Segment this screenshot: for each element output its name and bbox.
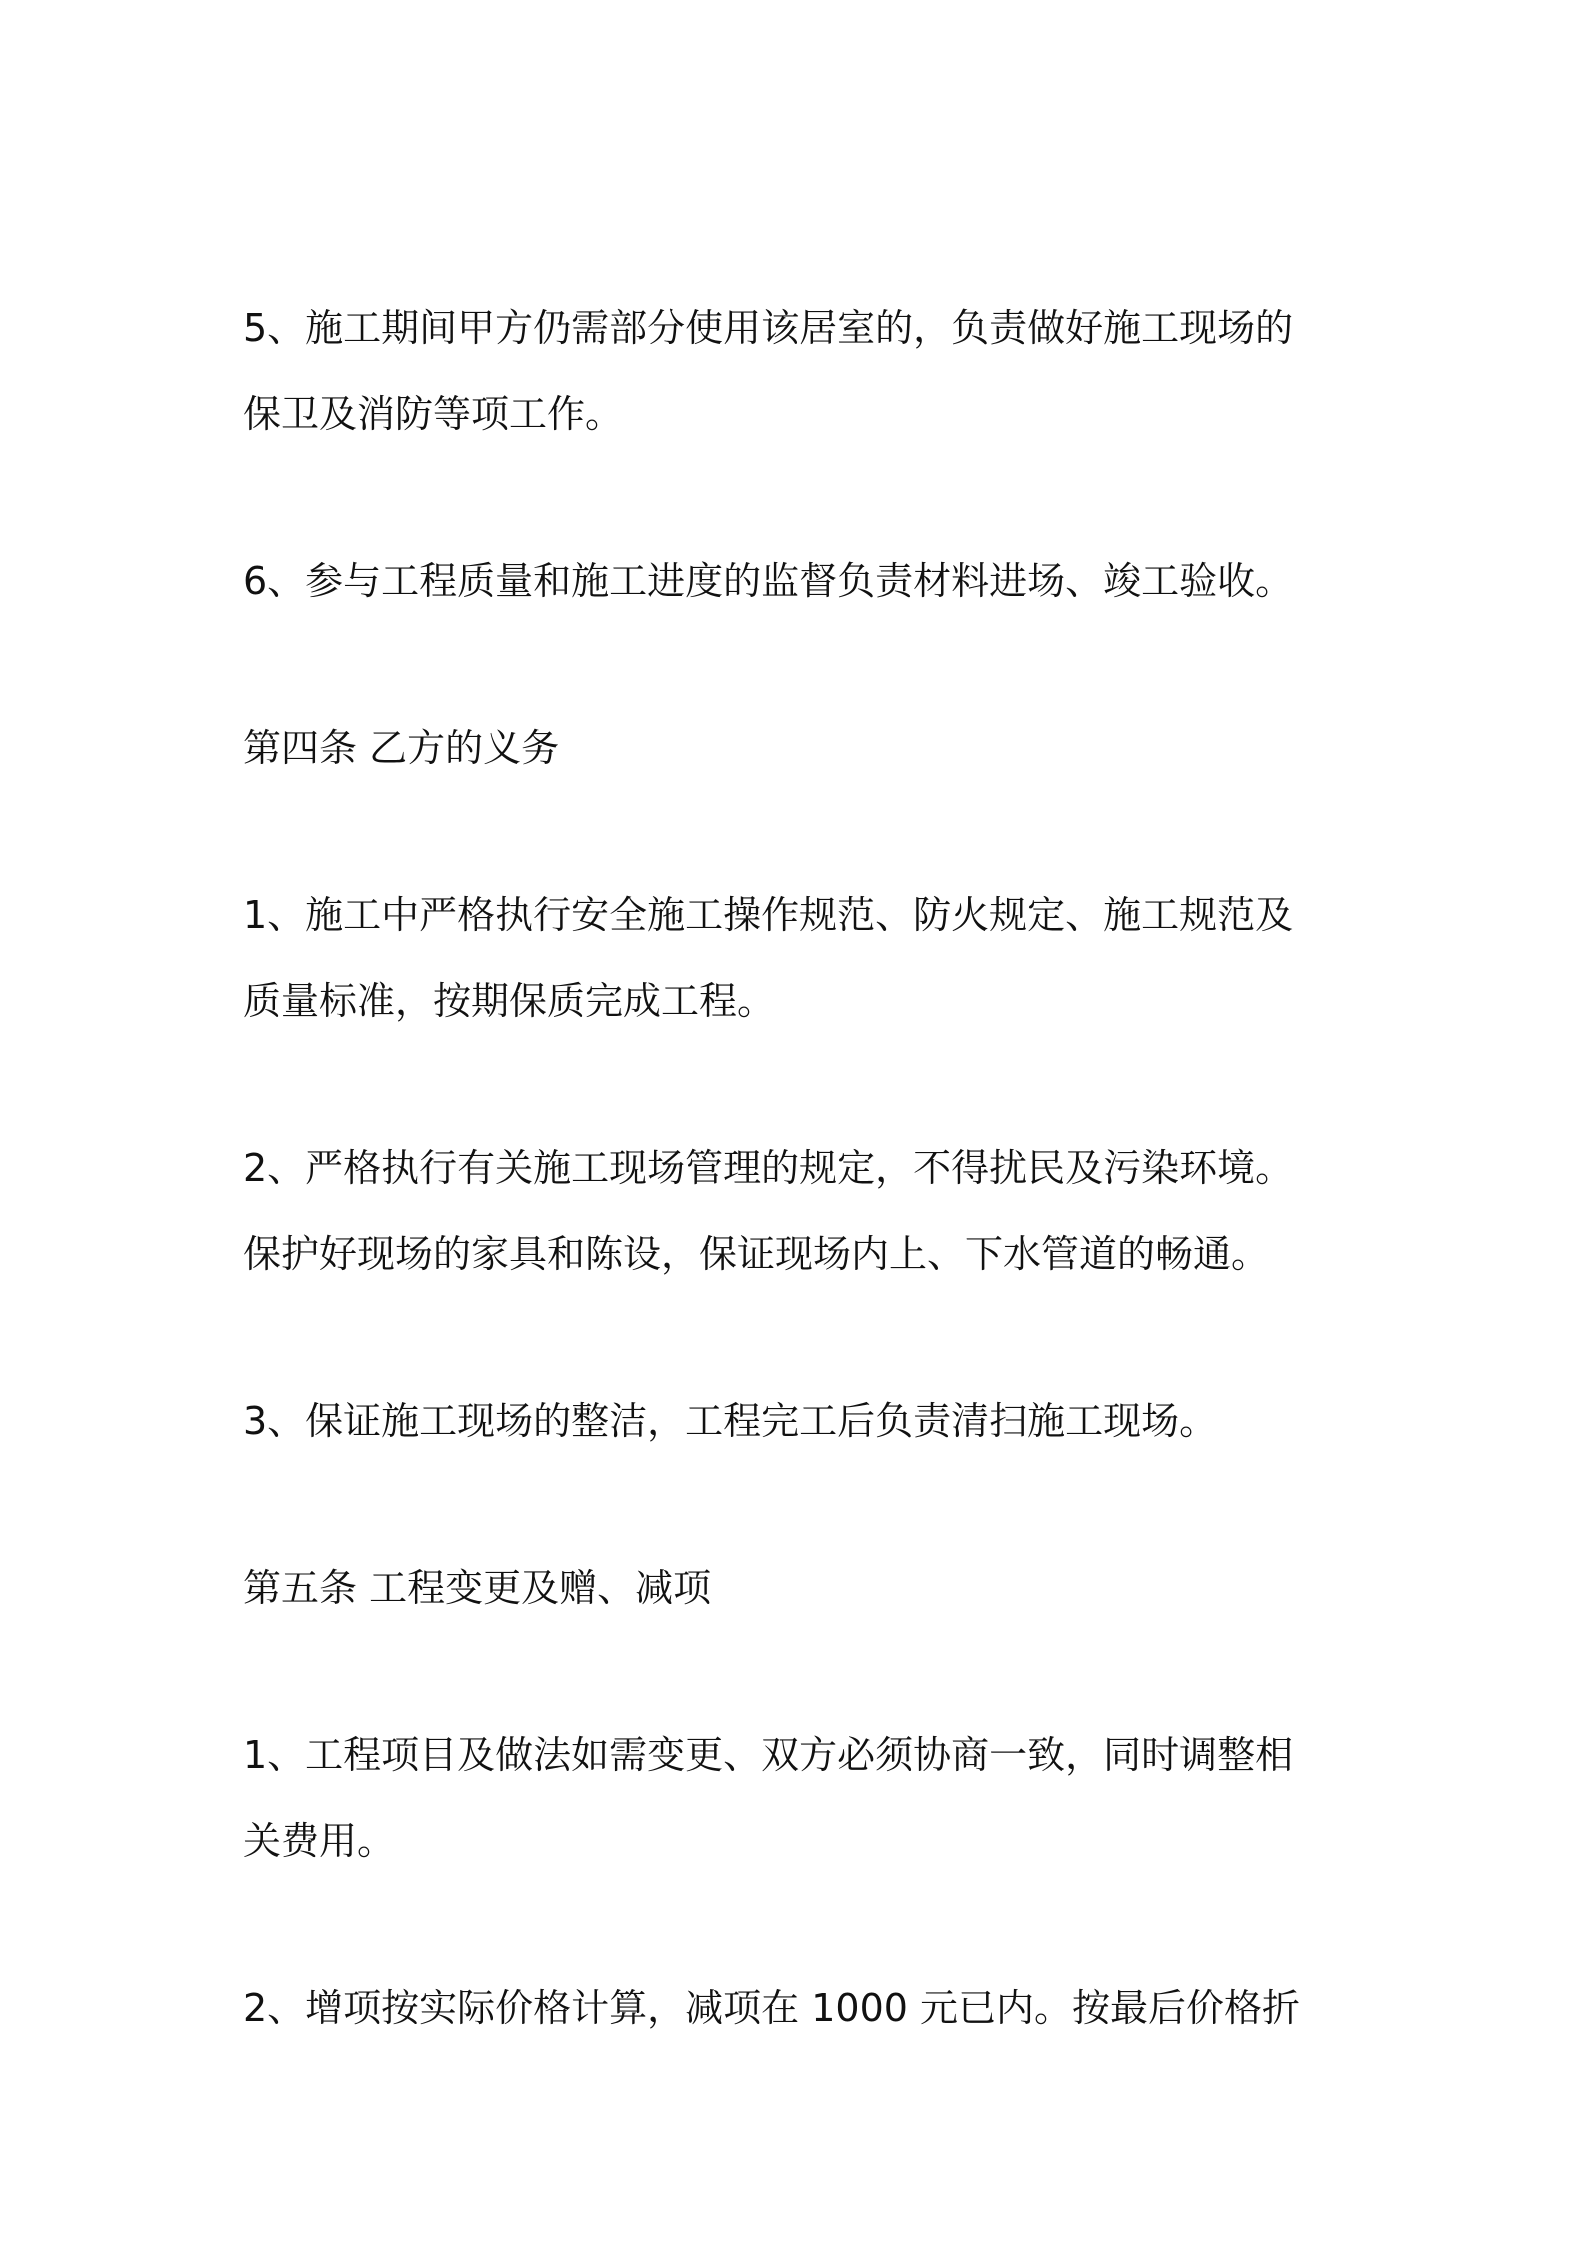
- text-line: 5、施工期间甲方仍需部分使用该居室的，负责做好施工现场的: [243, 306, 1294, 350]
- text-line: 质量标准，按期保质完成工程。: [243, 979, 776, 1023]
- text-line: 关费用。: [243, 1819, 396, 1863]
- clause-item-6: [243, 538, 1363, 624]
- clause-item-1: [243, 872, 1363, 1044]
- clause-item-3: [243, 1378, 1363, 1464]
- text-line: 3、保证施工现场的整洁，工程完工后负责清扫施工现场。: [243, 1399, 1218, 1443]
- text-line: 1、施工中严格执行安全施工操作规范、防火规定、施工规范及: [243, 893, 1294, 937]
- clause-item-1-variation: [243, 1712, 1363, 1884]
- section-heading-article-5: [243, 1545, 1363, 1631]
- text-line: 6、参与工程质量和施工进度的监督负责材料进场、竣工验收。: [243, 559, 1294, 603]
- section-heading-article-4: [243, 705, 1363, 791]
- heading-text: 第五条 工程变更及赠、减项: [243, 1566, 712, 1610]
- document-body: [243, 285, 1363, 2132]
- heading-text: 第四条 乙方的义务: [243, 726, 560, 770]
- clause-item-2: [243, 1125, 1363, 1297]
- clause-item-2-pricing: [243, 1965, 1363, 2051]
- text-line: 保卫及消防等项工作。: [243, 392, 624, 436]
- clause-item-5: [243, 285, 1363, 457]
- text-line: 2、增项按实际价格计算，减项在 1000 元已内。按最后价格折: [243, 1986, 1301, 2030]
- text-line: 保护好现场的家具和陈设，保证现场内上、下水管道的畅通。: [243, 1232, 1270, 1276]
- text-line: 2、严格执行有关施工现场管理的规定，不得扰民及污染环境。: [243, 1146, 1294, 1190]
- text-line: 1、工程项目及做法如需变更、双方必须协商一致，同时调整相: [243, 1733, 1294, 1777]
